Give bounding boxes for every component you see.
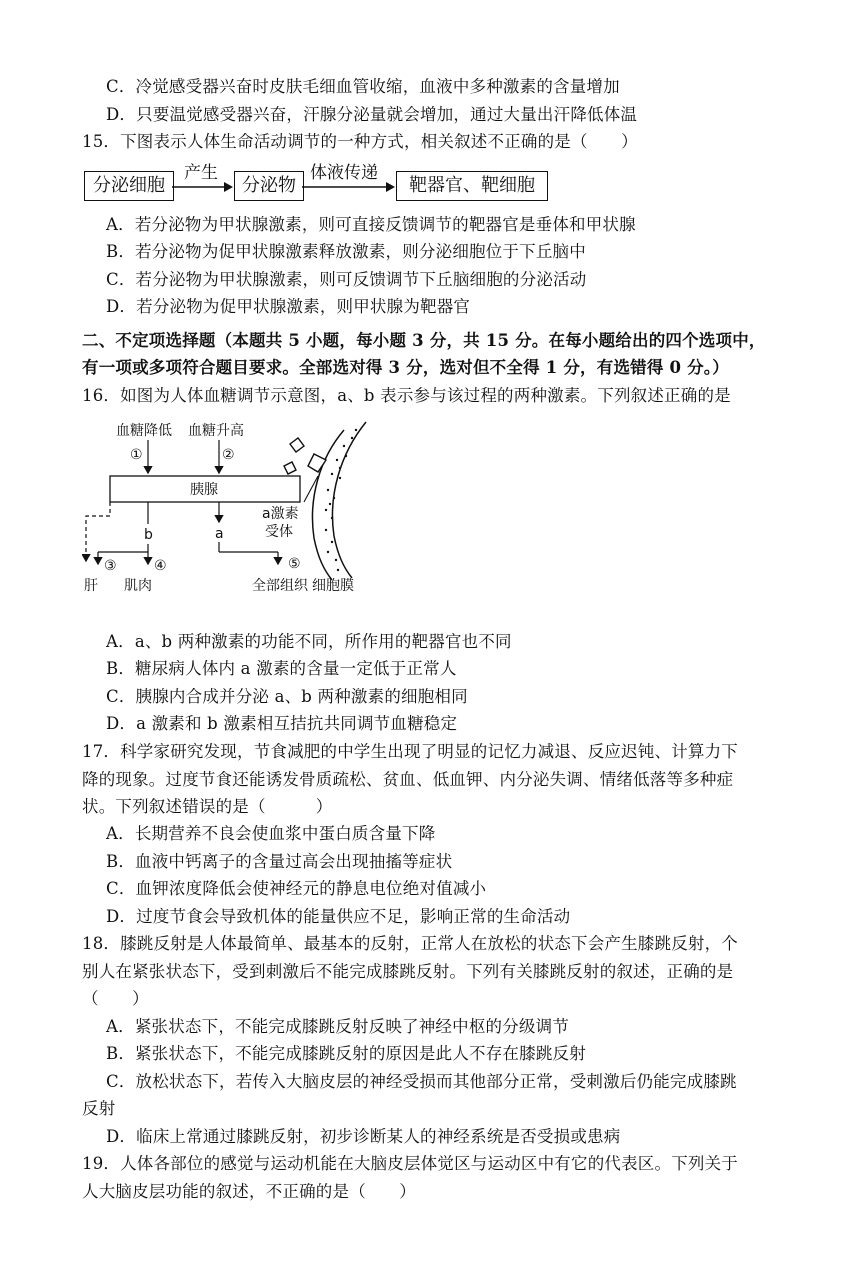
q17-option-b: B．血液中钙离子的含量过高会出现抽搐等症状: [106, 852, 453, 871]
q17-stem-line1: 17．科学家研究发现，节食减肥的中学生出现了明显的记忆力减退、反应迟钝、计算力下: [82, 742, 738, 761]
q18-option-b: B．紧张状态下，不能完成膝跳反射的原因是此人不存在膝跳反射: [106, 1044, 586, 1063]
fig-label-tissue: 全部组织: [252, 578, 308, 594]
q16-option-d: D．a 激素和 b 激素相互拮抗共同调节血糖稳定: [106, 714, 458, 733]
fig-num-5: ⑤: [288, 556, 301, 572]
q14-option-d: D．只要温觉感受器兴奋，汗腺分泌量就会增加，通过大量出汗降低体温: [106, 105, 638, 124]
q15-option-d: D．若分泌物为促甲状腺激素，则甲状腺为靶器官: [106, 297, 471, 316]
q17-stem-line2: 降的现象。过度节食还能诱发骨质疏松、贫血、低血钾、内分泌失调、情绪低落等多种症: [82, 770, 734, 789]
flow-box-secretory-cell: 分泌细胞: [84, 171, 174, 201]
flow-box-secretion: 分泌物: [234, 171, 304, 201]
q18-option-c-line1: C．放松状态下，若传入大脑皮层的神经受损而其他部分正常，受刺激后仍能完成膝跳: [106, 1072, 737, 1091]
q18-stem-line1: 18．膝跳反射是人体最简单、最基本的反射，正常人在放松的状态下会产生膝跳反射，个: [82, 934, 738, 953]
fig-label-sugar-low: 血糖降低: [116, 423, 172, 439]
fig-receptor-line1: a激素: [262, 506, 299, 522]
q17-option-d: D．过度节食会导致机体的能量供应不足，影响正常的生命活动: [106, 907, 571, 926]
q15-option-c: C．若分泌物为甲状腺激素，则可反馈调节下丘脑细胞的分泌活动: [106, 270, 587, 289]
q19-stem-line2: 人大脑皮层功能的叙述，不正确的是（ ）: [82, 1182, 416, 1201]
fig-hormone-b: b: [144, 527, 153, 543]
q17-stem-line3: 状。下列叙述错误的是（ ）: [82, 797, 333, 816]
flow-arrow-1: [172, 180, 234, 194]
fig-label-muscle: 肌肉: [124, 578, 152, 594]
q19-stem-line1: 19．人体各部位的感觉与运动机能在大脑皮层体觉区与运动区中有它的代表区。下列关于: [82, 1154, 738, 1173]
fig-num-1: ①: [130, 447, 143, 463]
flow-label-body-fluid: 体液传递: [310, 163, 378, 183]
q15-option-b: B．若分泌物为促甲状腺激素释放激素，则分泌细胞位于下丘脑中: [106, 242, 586, 261]
fig-label-membrane: 细胞膜: [312, 578, 354, 594]
fig-num-3: ③: [104, 558, 117, 574]
q14-option-c: C．冷觉感受器兴奋时皮肤毛细血管收缩，血液中多种激素的含量增加: [106, 77, 620, 96]
fig-label-sugar-high: 血糖升高: [188, 423, 244, 439]
q18-option-d: D．临床上常通过膝跳反射，初步诊断某人的神经系统是否受损或患病: [106, 1127, 621, 1146]
fig-label-liver: 肝: [84, 578, 98, 594]
q16-option-a: A．a、b 两种激素的功能不同，所作用的靶器官也不同: [106, 632, 512, 651]
q15-option-a: A．若分泌物为甲状腺激素，则可直接反馈调节的靶器官是垂体和甲状腺: [106, 215, 636, 234]
section2-heading-line2: 有一项或多项符合题目要求。全部选对得 3 分，选对但不全得 1 分，有选错得 0 分。）: [82, 358, 729, 377]
section2-heading-line1: 二、不定项选择题（本题共 5 小题，每小题 3 分，共 15 分。在每小题给出的四个选项中，: [82, 331, 766, 350]
q17-option-a: A．长期营养不良会使血浆中蛋白质含量下降: [106, 824, 436, 843]
q16-option-b: B．糖尿病人体内 a 激素的含量一定低于正常人: [106, 659, 457, 678]
fig-num-2: ②: [222, 447, 235, 463]
flow-box-target: 靶器官、靶细胞: [396, 171, 548, 201]
flow-arrow-2: [302, 180, 396, 194]
q18-stem-line3: （ ）: [82, 989, 149, 1008]
q18-option-c-line2: 反射: [82, 1099, 116, 1118]
q15-stem: 15．下图表示人体生命活动调节的一种方式，相关叙述不正确的是（ ）: [82, 132, 638, 151]
q16-blood-sugar-figure: [82, 418, 382, 598]
fig-hormone-a: a: [215, 526, 224, 542]
q17-option-c: C．血钾浓度降低会使神经元的静息电位绝对值减小: [106, 879, 487, 898]
q16-option-c: C．胰腺内合成并分泌 a、b 两种激素的细胞相同: [106, 687, 468, 706]
q18-option-a: A．紧张状态下，不能完成膝跳反射反映了神经中枢的分级调节: [106, 1017, 570, 1036]
fig-receptor-line2: 受体: [265, 524, 293, 540]
q18-stem-line2: 别人在紧张状态下，受到刺激后不能完成膝跳反射。下列有关膝跳反射的叙述，正确的是: [82, 962, 734, 981]
q16-stem: 16．如图为人体血糖调节示意图，a、b 表示参与该过程的两种激素。下列叙述正确的是: [82, 386, 731, 405]
fig-num-4: ④: [154, 558, 167, 574]
flow-label-produce: 产生: [184, 163, 218, 183]
fig-pancreas: 胰腺: [190, 482, 218, 498]
